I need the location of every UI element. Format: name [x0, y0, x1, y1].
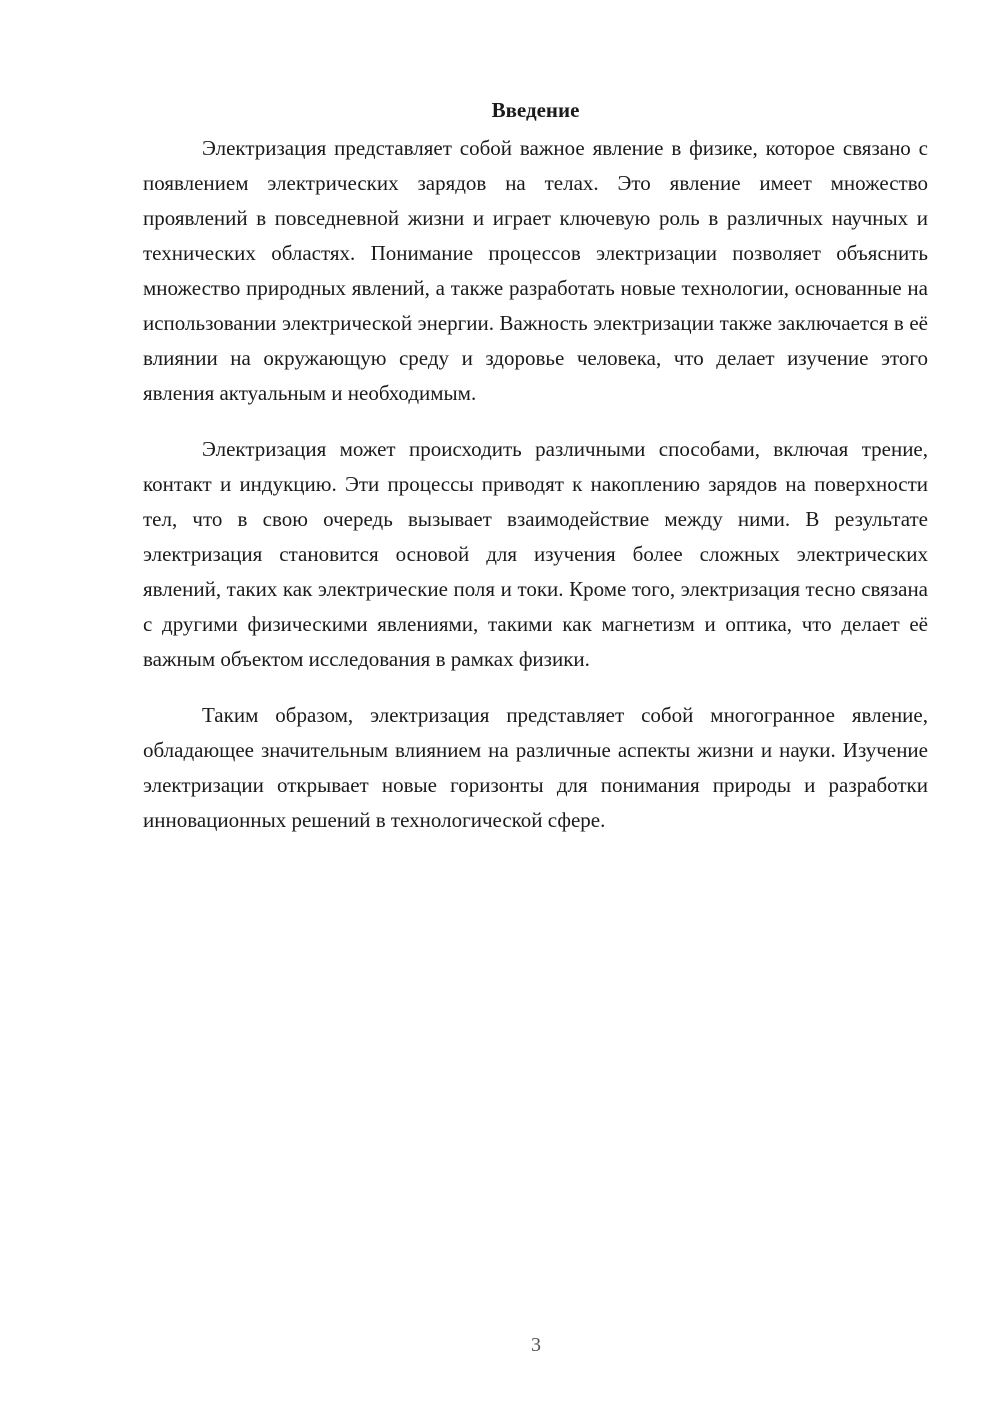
page-content	[143, 93, 928, 859]
paragraph-2: Электризация может происходить различными способами, включая трение, контакт и индукцию. Эти процессы приводят к накоплению зарядов на поверхности тел, что в свою очередь вызывает взаимодействие между ними. В результате электризация становится основой для изучения более сложных электрических явлений, таких как электрические поля и токи. Кроме того, электризация тесно связана с другими физическими явлениями, такими как магнетизм и оптика, что делает её важным объектом исследования в рамках физики.	[143, 437, 928, 671]
section-heading: Введение	[491, 98, 580, 122]
paragraph-3: Таким образом, электризация представляет собой многогранное явление, обладающее значительным влиянием на различные аспекты жизни и науки. Изучение электризации открывает новые горизонты для понимания природы и разработки инновационных решений в технологической сфере.	[143, 703, 928, 832]
page-number: 3	[531, 1334, 541, 1356]
paragraph-1: Электризация представляет собой важное явление в физике, которое связано с появлением электрических зарядов на телах. Это явление имеет множество проявлений в повседневной жизни и играет ключевую роль в различных научных и технических областях. Понимание процессов электризации позволяет объяснить множество природных явлений, а также разработать новые технологии, основанные на использовании электрической энергии. Важность электризации также заключается в её влиянии на окружающую среду и здоровье человека, что делает изучение этого явления актуальным и необходимым.	[143, 136, 928, 405]
